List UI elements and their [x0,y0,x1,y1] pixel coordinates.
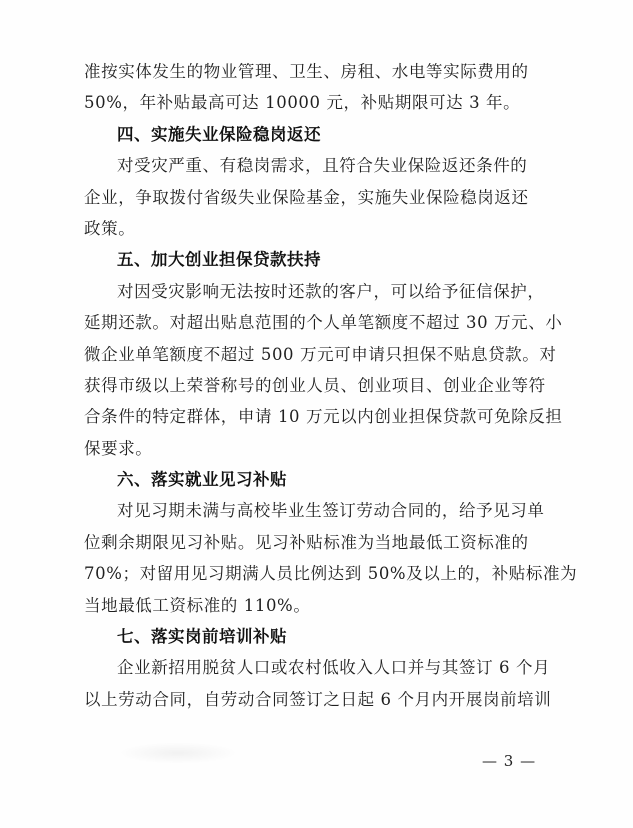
paragraph-line: 企业，争取拨付省级失业保险基金，实施失业保险稳岗返还 [84,187,529,207]
paragraph-line: 政策。 [84,218,136,238]
scan-smudge [118,742,238,764]
section-heading: 六、落实就业见习补贴 [117,470,287,490]
paragraph-line: 获得市级以上荣誉称号的创业人员、创业项目、创业企业等符 [84,375,546,395]
paragraph-line: 保要求。 [84,438,153,458]
paragraph-line: 位剩余期限见习补贴。见习补贴标准为当地最低工资标准的 [84,532,529,552]
paragraph-line: 对受灾严重、有稳岗需求，且符合失业保险返还条件的 [117,156,528,176]
section-heading: 四、实施失业保险稳岗返还 [117,124,321,144]
paragraph-line: 准按实体发生的物业管理、卫生、房租、水电等实际费用的 [84,62,529,81]
paragraph-line: 合条件的特定群体，申请 10 万元以内创业担保贷款可免除反担 [84,407,563,427]
paragraph-line: 微企业单笔额度不超过 500 万元可申请只担保不贴息贷款。对 [84,344,557,364]
section-heading: 七、落实岗前培训补贴 [117,627,287,647]
paragraph-line: 对因受灾影响无法按时还款的客户，可以给予征信保护， [117,281,545,301]
paragraph-line: 50%，年补贴最高可达 10000 元，补贴期限可达 3 年。 [84,93,521,113]
section-heading: 五、加大创业担保贷款扶持 [117,250,321,270]
document-body [84,56,578,715]
page-number: — 3 — [482,752,537,770]
paragraph-line: 70%；对留用见习期满人员比例达到 50%及以上的，补贴标准为 [84,564,578,584]
paragraph-line: 企业新招用脱贫人口或农村低收入人口并与其签订 6 个月 [117,658,551,678]
paragraph-line: 当地最低工资标准的 110%。 [84,595,311,615]
paragraph-line: 延期还款。对超出贴息范围的个人单笔额度不超过 30 万元、小 [84,313,563,333]
paragraph-line: 对见习期未满与高校毕业生签订劳动合同的，给予见习单 [117,501,545,521]
paragraph-line: 以上劳动合同，自劳动合同签订之日起 6 个月内开展岗前培训 [84,689,552,709]
